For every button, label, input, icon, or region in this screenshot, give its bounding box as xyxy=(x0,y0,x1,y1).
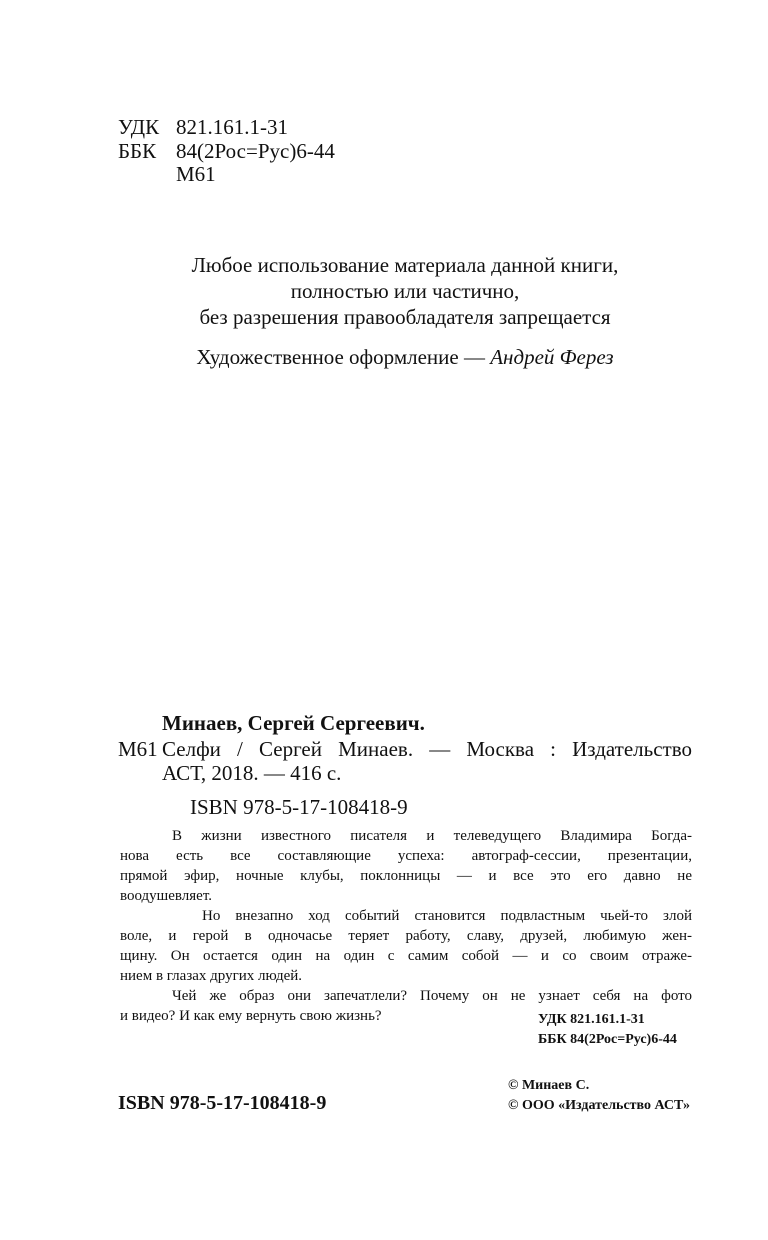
para1-line1: В жизни известного писателя и телеведущего Владимира Богда- xyxy=(172,828,692,844)
para2-line3: щину. Он остается один на один с самим собой — и со своим отраже- xyxy=(120,948,692,964)
copyright-notice xyxy=(118,254,692,328)
para2-line2: воле, и герой в одночасье теряет работу, славу, друзей, любимую жен- xyxy=(120,928,692,944)
catalog-title-line-1: Селфи / Сергей Минаев. — Москва : Издательство xyxy=(162,737,692,761)
udk-line xyxy=(118,115,288,139)
author-mark: М61 xyxy=(176,162,216,186)
notice-line-2: полностью или частично, xyxy=(290,279,520,303)
footer-isbn: ISBN 978-5-17-108418-9 xyxy=(118,1092,327,1114)
para3-line1: Чей же образ они запечатлели? Почему он не узнает себя на фото xyxy=(172,988,692,1004)
para2-line4: нием в глазах других людей. xyxy=(120,968,303,984)
catalog-title-line-2: АСТ, 2018. — 416 с. xyxy=(162,761,342,785)
design-credit xyxy=(118,346,692,368)
para2-line1: Но внезапно ход событий становится подвластным чьей-то злой xyxy=(202,908,692,924)
para1-line3: прямой эфир, ночные клубы, поклонницы — и все это его давно не xyxy=(120,868,692,884)
design-credit-name: Андрей Ферез xyxy=(490,345,614,369)
bbk-value: 84(2Рос=Рус)6-44 xyxy=(176,139,335,163)
udk-label: УДК xyxy=(118,115,160,139)
notice-line-1: Любое использование материала данной книги, xyxy=(191,253,619,277)
para3-line2: и видео? И как ему вернуть свою жизнь? xyxy=(120,1008,382,1024)
copyright-publisher: © ООО «Издательство АСТ» xyxy=(508,1098,691,1113)
catalog-mark: М61 xyxy=(118,737,158,761)
para1-line4: воодушевляет. xyxy=(120,888,212,904)
annotation xyxy=(120,826,692,1026)
design-credit-label: Художественное оформление — xyxy=(196,345,491,369)
para1-line2: нова есть все составляющие успеха: автограф-сессии, презентации, xyxy=(120,848,692,864)
catalog-isbn: ISBN 978-5-17-108418-9 xyxy=(190,795,408,819)
copyright-author: © Минаев С. xyxy=(508,1078,590,1093)
udk-value: 821.161.1-31 xyxy=(176,115,288,139)
footer-udk: УДК 821.161.1-31 xyxy=(538,1012,645,1027)
notice-line-3: без разрешения правообладателя запрещается xyxy=(199,305,611,329)
bbk-label: ББК xyxy=(118,139,157,163)
author-heading: Минаев, Сергей Сергеевич. xyxy=(162,711,425,735)
footer-bbk: ББК 84(2Рос=Рус)6-44 xyxy=(538,1032,677,1047)
bbk-line xyxy=(118,139,335,163)
